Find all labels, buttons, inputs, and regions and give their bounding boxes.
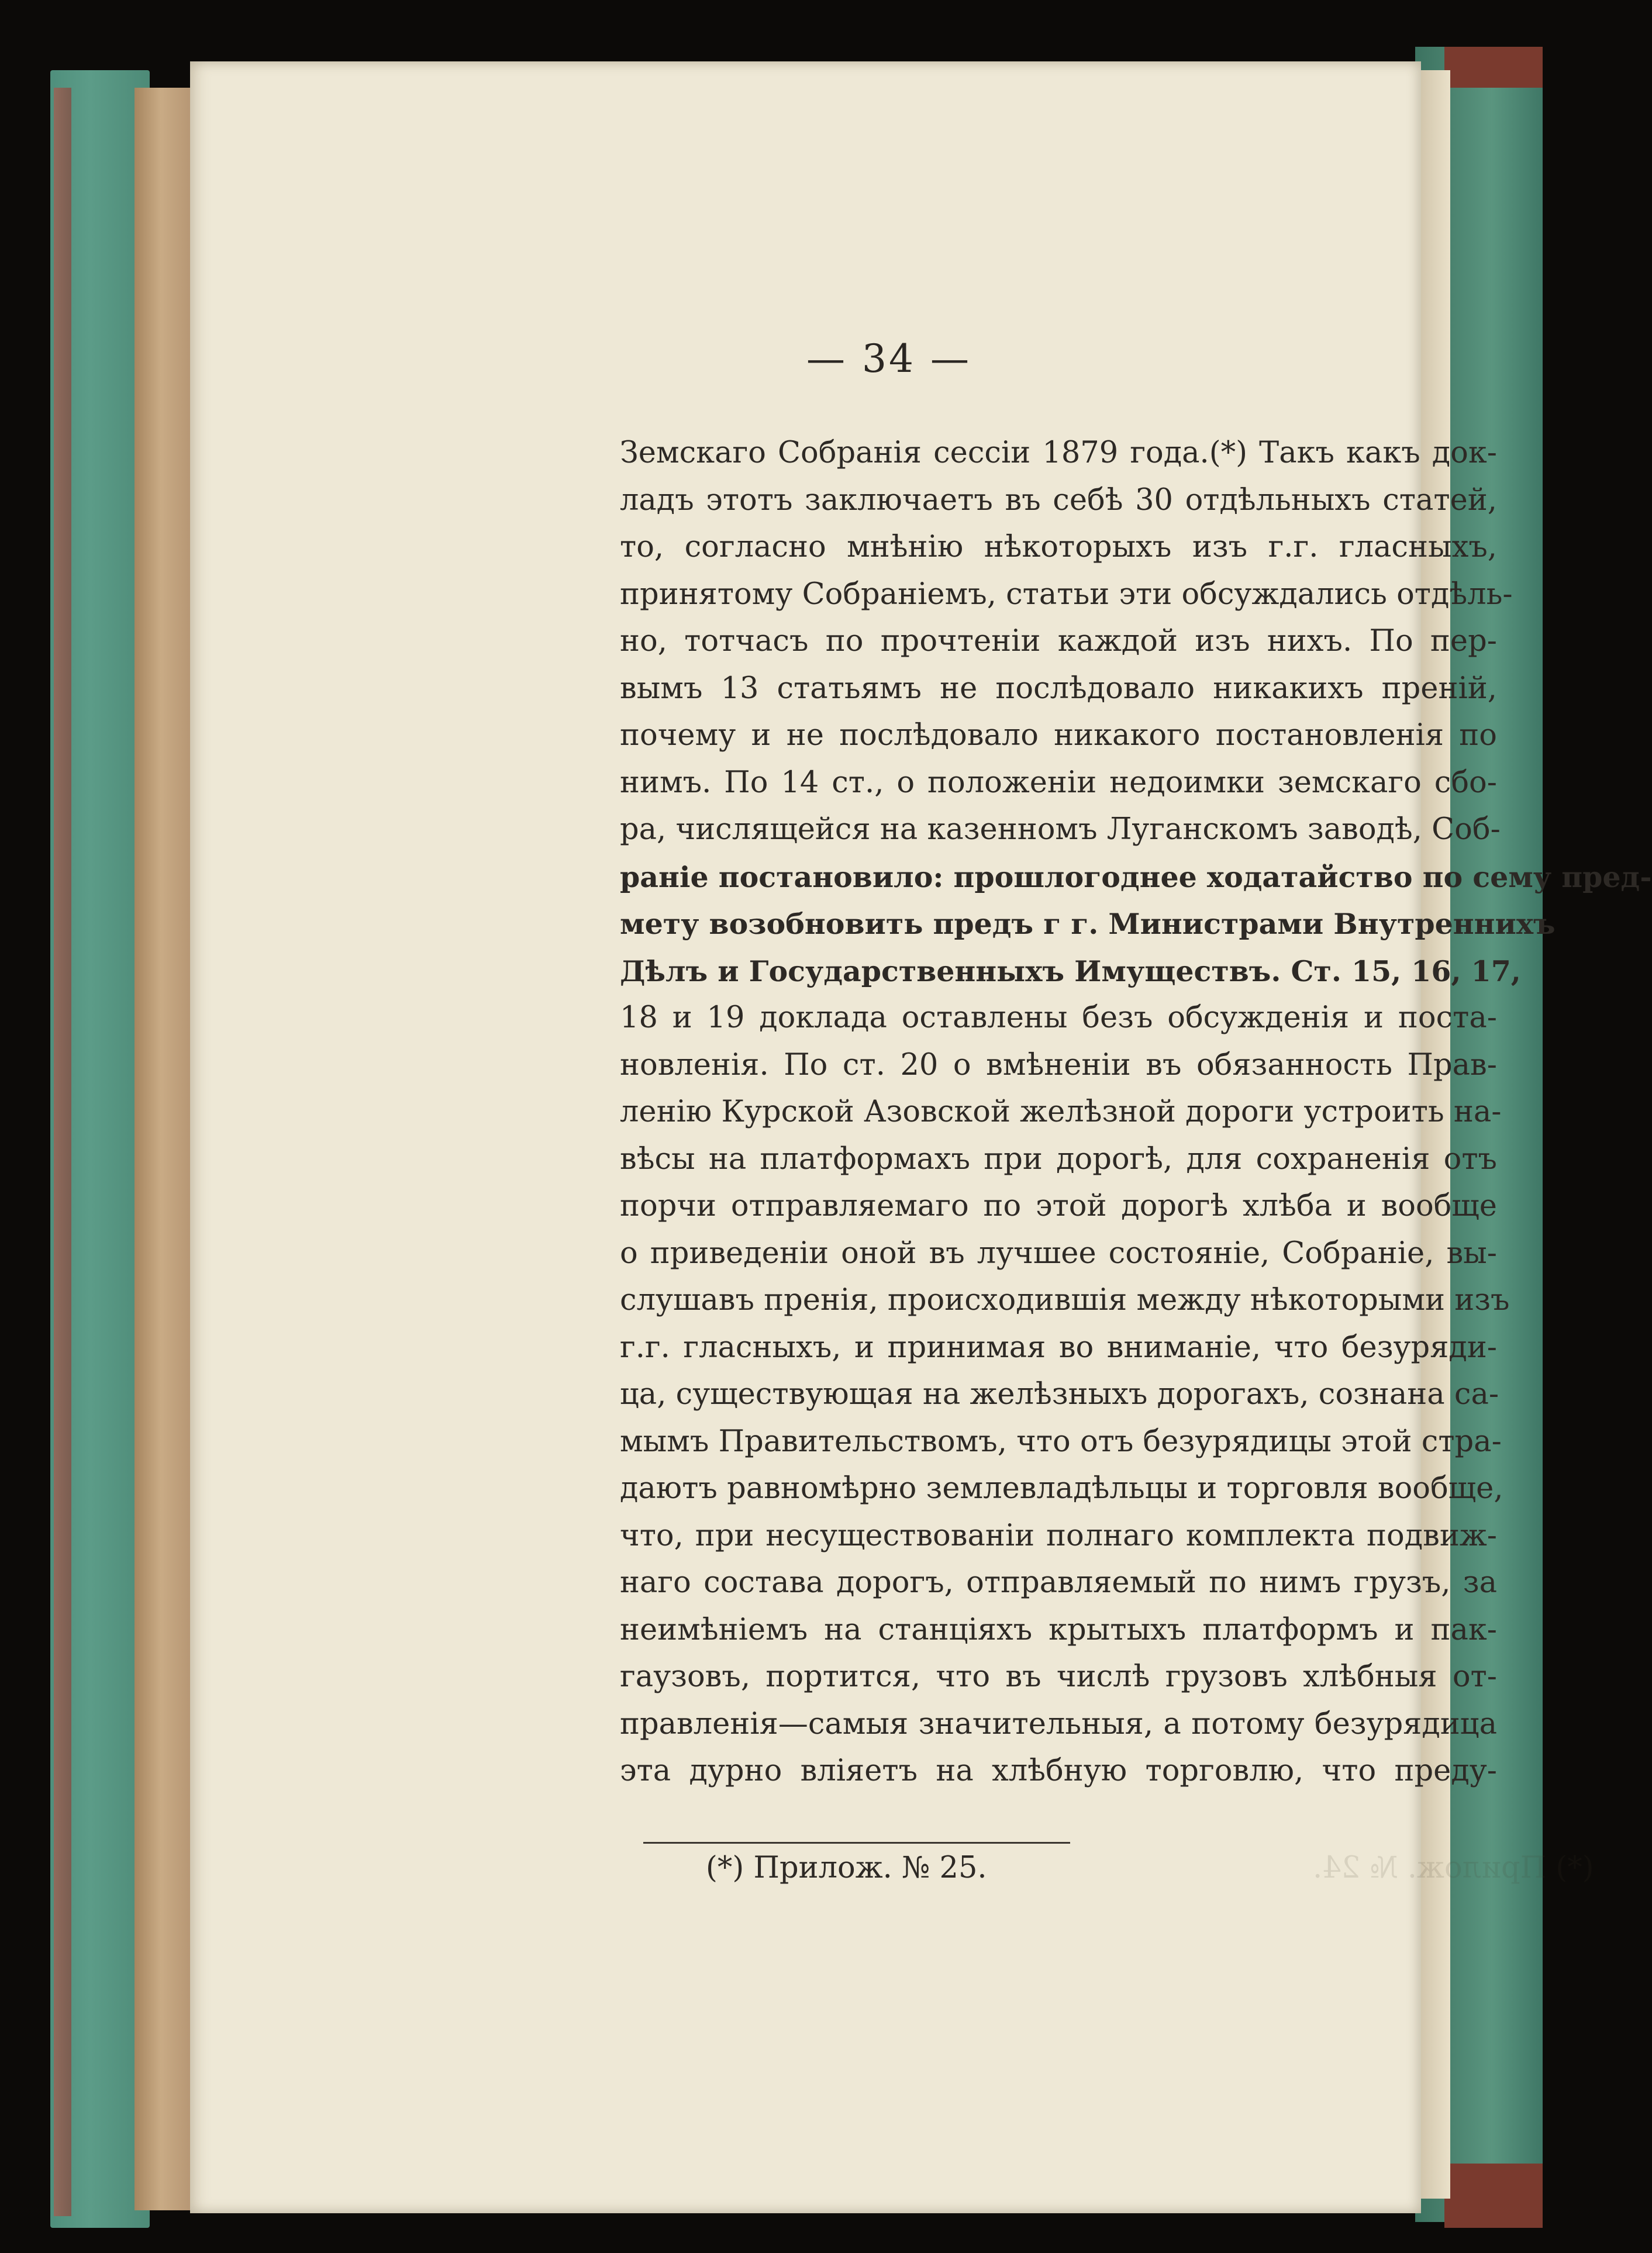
text-line: нимъ. По 14 ст., о положеніи недоимки земскаго сбо- [620,765,1497,800]
text-line: эта дурно вліяетъ на хлѣбную торговлю, что преду- [620,1754,1497,1788]
text-line: гаузовъ, портится, что въ числѣ грузовъ хлѣбныя от- [620,1659,1497,1694]
footnote-rule [643,1842,1070,1844]
text-line: г.г. гласныхъ, и принимая во вниманіе, что безуряди- [620,1330,1497,1365]
text-line-bold: Дѣлъ и Государственныхъ Имуществъ. Ст. 15, 16, 17, [620,954,1521,988]
text-line: но, тотчасъ по прочтеніи каждой изъ нихъ. По пер- [620,624,1497,658]
text-line: даютъ равномѣрно землевладѣльцы и торговля вообще, [620,1471,1503,1506]
show-through-footnote: (*) Прилож. № 24. [1313,1851,1594,1885]
text-line: о приведеніи оной въ лучшее состояніе, Собраніе, вы- [620,1236,1497,1271]
text-line: Земскаго Собранія сессіи 1879 года.(*) Такъ какъ док- [620,436,1497,470]
book-page [190,61,1652,2213]
text-line: то, согласно мнѣнію нѣкоторыхъ изъ г.г. гласныхъ, [620,530,1497,564]
text-line: 18 и 19 доклада оставлены безъ обсужденія и поста- [620,1000,1497,1035]
text-line: правленія—самыя значительныя, а потому безурядица [620,1706,1497,1741]
text-line: ленію Курской Азовской желѣзной дороги устроить на- [620,1095,1502,1129]
text-line: вѣсы на платформахъ при дорогѣ, для сохраненія отъ [620,1141,1497,1176]
footnote: (*) Прилож. № 25. [706,1851,987,1885]
cover-edge-left [54,88,71,2216]
text-line: принятому Собраніемъ, статьи эти обсуждались отдѣль- [620,577,1513,612]
text-line: ца, существующая на желѣзныхъ дорогахъ, сознана са- [620,1377,1499,1412]
text-line: вымъ 13 статьямъ не послѣдовало никакихъ преній, [620,671,1497,706]
text-line: ладъ этотъ заключаетъ въ себѣ 30 отдѣльныхъ статей, [620,482,1497,517]
text-line: что, при несуществованіи полнаго комплекта подвиж- [620,1518,1497,1553]
text-line: порчи отправляемаго по этой дорогѣ хлѣба и вообще [620,1189,1497,1223]
book-gutter [134,88,193,2210]
text-line: ра, числящейся на казенномъ Луганскомъ заводѣ, Соб- [620,812,1501,847]
text-line-bold: раніе постановило: прошлогоднее ходатайство по сему пред- [620,860,1652,894]
text-line-bold: мету возобновить предъ г г. Министрами Внутреннихъ [620,907,1556,941]
cover-corner-bottom [1444,2164,1543,2228]
text-line: наго состава дорогъ, отправляемый по нимъ грузъ, за [620,1565,1497,1600]
page-number: — 34 — [806,336,971,381]
text-line: неимѣніемъ на станціяхъ крытыхъ платформъ и пак- [620,1612,1497,1647]
text-line: новленія. По ст. 20 о вмѣненіи въ обязанность Прав- [620,1047,1497,1082]
cover-corner-top [1444,47,1543,88]
text-line: мымъ Правительствомъ, что отъ безурядицы этой стра- [620,1424,1502,1459]
text-line: почему и не послѣдовало никакого постановленія по [620,718,1497,753]
body-text [620,430,1652,1795]
text-line: слушавъ пренія, происходившія между нѣкоторыми изъ [620,1283,1510,1317]
